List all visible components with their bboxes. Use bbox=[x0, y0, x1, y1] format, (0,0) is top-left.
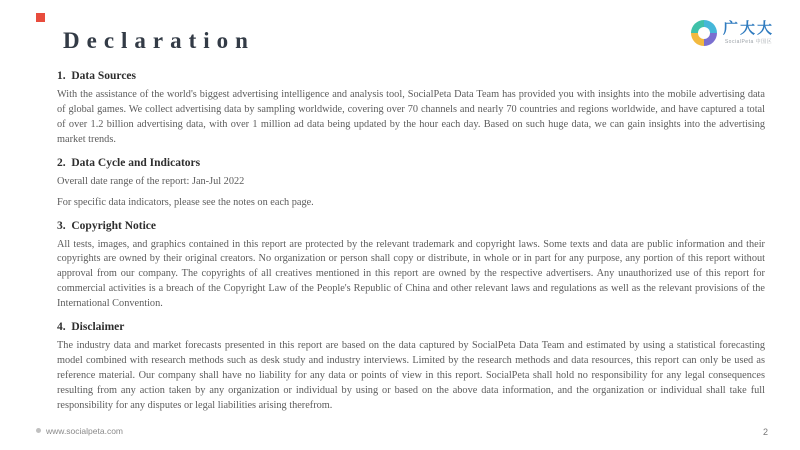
logo-text bbox=[723, 21, 774, 46]
section-heading: 3. Copyright Notice bbox=[57, 219, 157, 232]
section-copyright-notice bbox=[57, 220, 765, 313]
section-paragraph: All tests, images, and graphics contained in this report are protected by the relevant trademark and copyright laws. Some texts and data are public information and their copyrights are owned by their original creators. No organization or person shall copy or distribute, in whole or in part for any purpose, any portion of this report without approval from our company. The copyrights of all creatives mentioned in this report are owned by the respective advertisers. Any unauthorized use of this report for commercial activities is a breach of the Copyright Law of the People's Republic of China and other relevant laws and regulations as well as the relevant provisions of the International Convention. bbox=[57, 238, 765, 310]
section-data-sources bbox=[57, 70, 765, 148]
section-data-cycle bbox=[57, 157, 765, 211]
section-heading: 4. Disclaimer bbox=[57, 321, 125, 334]
logo-sub-text: SocialPeta 中国区 bbox=[724, 39, 773, 46]
section-paragraph: The industry data and market forecasts presented in this report are based on the data captured by SocialPeta Data Team and estimated by using a statistical forecasting model combined with research methods such as desk study and industry interviews. Limited by the research methods and data resources, this report can only be used as reference material. Our company shall have no liability for any data or points of view in this report. SocialPeta shall hold no responsibility for any legal consequences resulting from any action taken by any organization or individual by using or based on the above data information, and the organization or individual shall take full responsibility for any disputes or legal liabilities arising therefrom. bbox=[57, 340, 765, 411]
footer-url: www.socialpeta.com bbox=[46, 426, 124, 436]
page-number: 2 bbox=[762, 427, 768, 437]
section-heading: 2. Data Cycle and Indicators bbox=[57, 156, 201, 169]
pie-icon-hole bbox=[698, 27, 710, 39]
section-paragraph: With the assistance of the world's biggest advertising intelligence and analysis tool, SocialPeta Data Team has provided you with insights into the mobile advertising data of global games. We collect advertising data by sampling worldwide, covering over 70 channels and nearly 70 countries and regions worldwide, and have captured a total of over 1.2 billion advertising data, with over 1 million ad data being updated by the hour each day. Based on such huge data, we can gain insights into the advertising market trends. bbox=[57, 89, 765, 145]
section-disclaimer bbox=[57, 321, 765, 414]
section-heading: 1. Data Sources bbox=[57, 70, 137, 82]
logo-brand-name: 广大大 bbox=[722, 19, 774, 37]
page-title: Declaration bbox=[63, 28, 255, 53]
section-paragraph: For specific data indicators, please see the notes on each page. bbox=[57, 196, 314, 208]
accent-square bbox=[36, 13, 45, 22]
socialpeta-pie-icon bbox=[691, 20, 717, 46]
socialpeta-logo bbox=[691, 20, 774, 46]
footer-dot-icon bbox=[36, 428, 41, 433]
slide-content bbox=[57, 70, 765, 423]
section-paragraph: Overall date range of the report: Jan-Jul 2022 bbox=[57, 175, 245, 187]
